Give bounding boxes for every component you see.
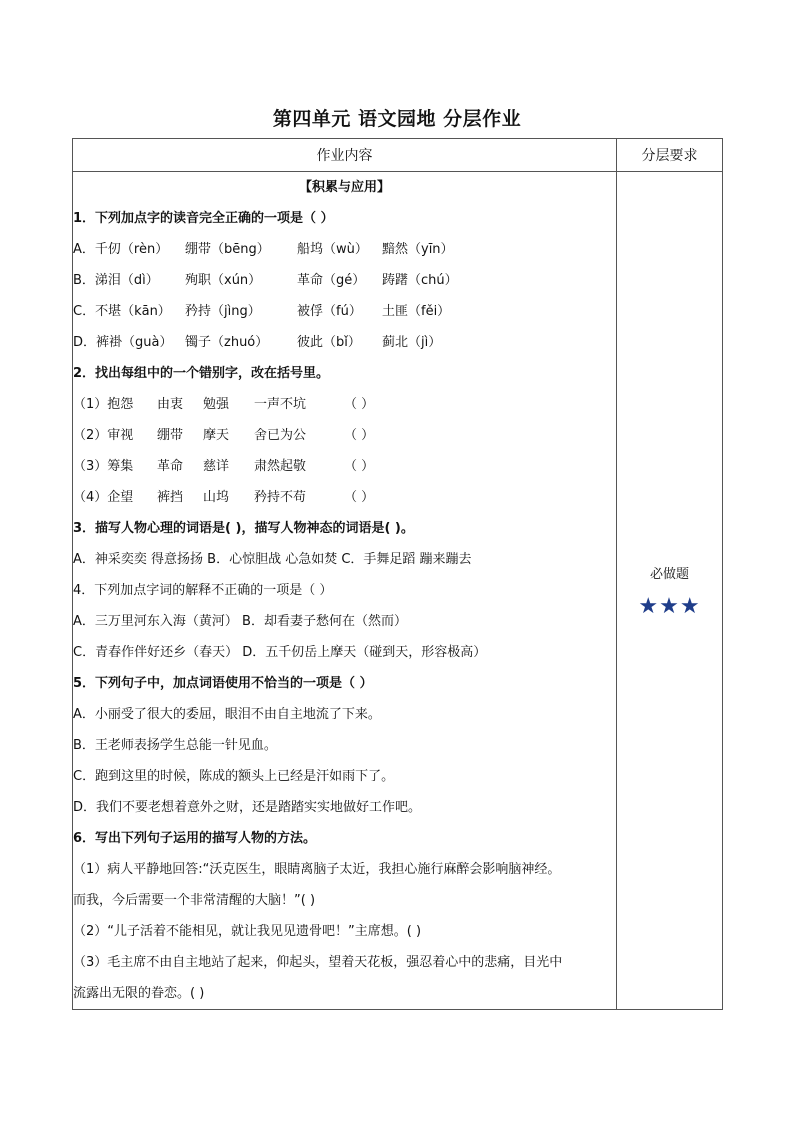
word: （1）抱怨 (73, 397, 134, 412)
option-item: 蓟北（jì） (382, 335, 442, 350)
q5-option-d: D．我们不要老想着意外之财，还是踏踏实实地做好工作吧。 (73, 800, 422, 815)
word: （3）筹集 (73, 459, 134, 474)
q5-option-c: C．跑到这里的时候，陈成的额头上已经是汗如雨下了。 (73, 769, 395, 784)
option-item: 土匪（fěi） (382, 304, 451, 319)
q4-stem: 4．下列加点字词的解释不正确的一项是（ ） (73, 583, 333, 598)
option-item: 黯然（yīn） (382, 242, 454, 257)
header-content: 作业内容 (73, 139, 617, 172)
star-rating-icon: ★★★ (638, 593, 701, 619)
answer-blank[interactable]: （ ） (344, 490, 375, 505)
word: 矜持不苟 (254, 490, 307, 505)
option-item: C．不堪（kān） (73, 304, 171, 319)
q2-item-1 (73, 389, 616, 420)
word: 舍已为公 (254, 428, 307, 443)
answer-blank[interactable]: （ ） (344, 459, 375, 474)
option-item: B．涕泪（dì） (73, 273, 159, 288)
q2-item-2 (73, 420, 616, 451)
q2-item-3 (73, 451, 616, 482)
option-item: 矜持（jìng） (185, 304, 261, 319)
word: 一声不坑 (254, 397, 307, 412)
answer-blank[interactable]: （ ） (344, 428, 375, 443)
header-requirement: 分层要求 (617, 139, 723, 172)
option-item: 彼此（bǐ） (297, 335, 361, 350)
option-item: A．千仞（rèn） (73, 242, 169, 257)
q5-stem: 5．下列句子中，加点词语使用不恰当的一项是（ ） (73, 676, 373, 691)
q3-stem: 3．描写人物心理的词语是( )，描写人物神态的词语是( )。 (73, 521, 414, 536)
word: （2）审视 (73, 428, 134, 443)
page-title: 第四单元 语文园地 分层作业 (272, 108, 522, 130)
word: 裤挡 (157, 490, 184, 505)
q6-line-3: （2）“儿子活着不能相见，就让我见见遗骨吧！”主席想。( ) (73, 924, 422, 939)
word: 慈详 (203, 459, 230, 474)
option-item: D．裤褂（guà） (73, 335, 173, 350)
table-body-row (73, 172, 723, 1010)
word: （4）企望 (73, 490, 134, 505)
content-cell (73, 172, 617, 1010)
q2-stem: 2．找出每组中的一个错别字，改在括号里。 (73, 366, 330, 381)
q5-option-b: B．王老师表扬学生总能一针见血。 (73, 738, 277, 753)
word: 山坞 (203, 490, 230, 505)
q4-line-2: C．青春作伴好还乡（春天） D．五千仞岳上摩天（碰到天，形容极高） (73, 645, 487, 660)
section-heading: 【积累与应用】 (298, 180, 390, 195)
word: 由衷 (157, 397, 184, 412)
option-item: 绷带（bēng） (185, 242, 270, 257)
answer-blank[interactable]: （ ） (344, 397, 375, 412)
requirement-cell (617, 172, 723, 1010)
option-item: 被俘（fú） (297, 304, 362, 319)
q6-line-4: （3）毛主席不由自主地站了起来，仰起头，望着天花板，强忍着心中的悲痛，目光中 (73, 955, 563, 970)
word: 革命 (157, 459, 184, 474)
q6-line-1: （1）病人平静地回答:“沃克医生，眼睛离脑子太近，我担心施行麻醉会影响脑神经。 (73, 862, 561, 877)
option-item: 革命（gé） (297, 273, 366, 288)
q1-option-b (73, 265, 616, 296)
q4-line-1: A．三万里河东入海（黄河） B．却看妻子愁何在（然而） (73, 614, 407, 629)
word: 绷带 (157, 428, 184, 443)
option-item: 殉职（xún） (185, 273, 262, 288)
q6-stem: 6．写出下列句子运用的描写人物的方法。 (73, 831, 317, 846)
q6-line-2: 而我，今后需要一个非常清醒的大脑！”( ) (73, 893, 316, 908)
requirement-label: 必做题 (649, 566, 689, 582)
q5-option-a: A．小丽受了很大的委屈，眼泪不由自主地流了下来。 (73, 707, 381, 722)
word: 摩天 (203, 428, 230, 443)
homework-table (72, 138, 723, 1010)
word: 勉强 (203, 397, 230, 412)
word: 肃然起敬 (254, 459, 307, 474)
q6-line-5: 流露出无限的眷恋。( ) (73, 986, 205, 1001)
q1-option-a (73, 234, 616, 265)
table-header-row (73, 139, 723, 172)
q2-item-4 (73, 482, 616, 513)
option-item: 踌躇（chú） (382, 273, 458, 288)
q3-options: A．神采奕奕 得意扬扬 B．心惊胆战 心急如焚 C．手舞足蹈 蹦来蹦去 (73, 552, 472, 567)
q1-option-c (73, 296, 616, 327)
option-item: 船坞（wù） (297, 242, 368, 257)
q1-option-d (73, 327, 616, 358)
option-item: 镯子（zhuó） (185, 335, 269, 350)
q1-stem: 1．下列加点字的读音完全正确的一项是（ ） (73, 211, 334, 226)
